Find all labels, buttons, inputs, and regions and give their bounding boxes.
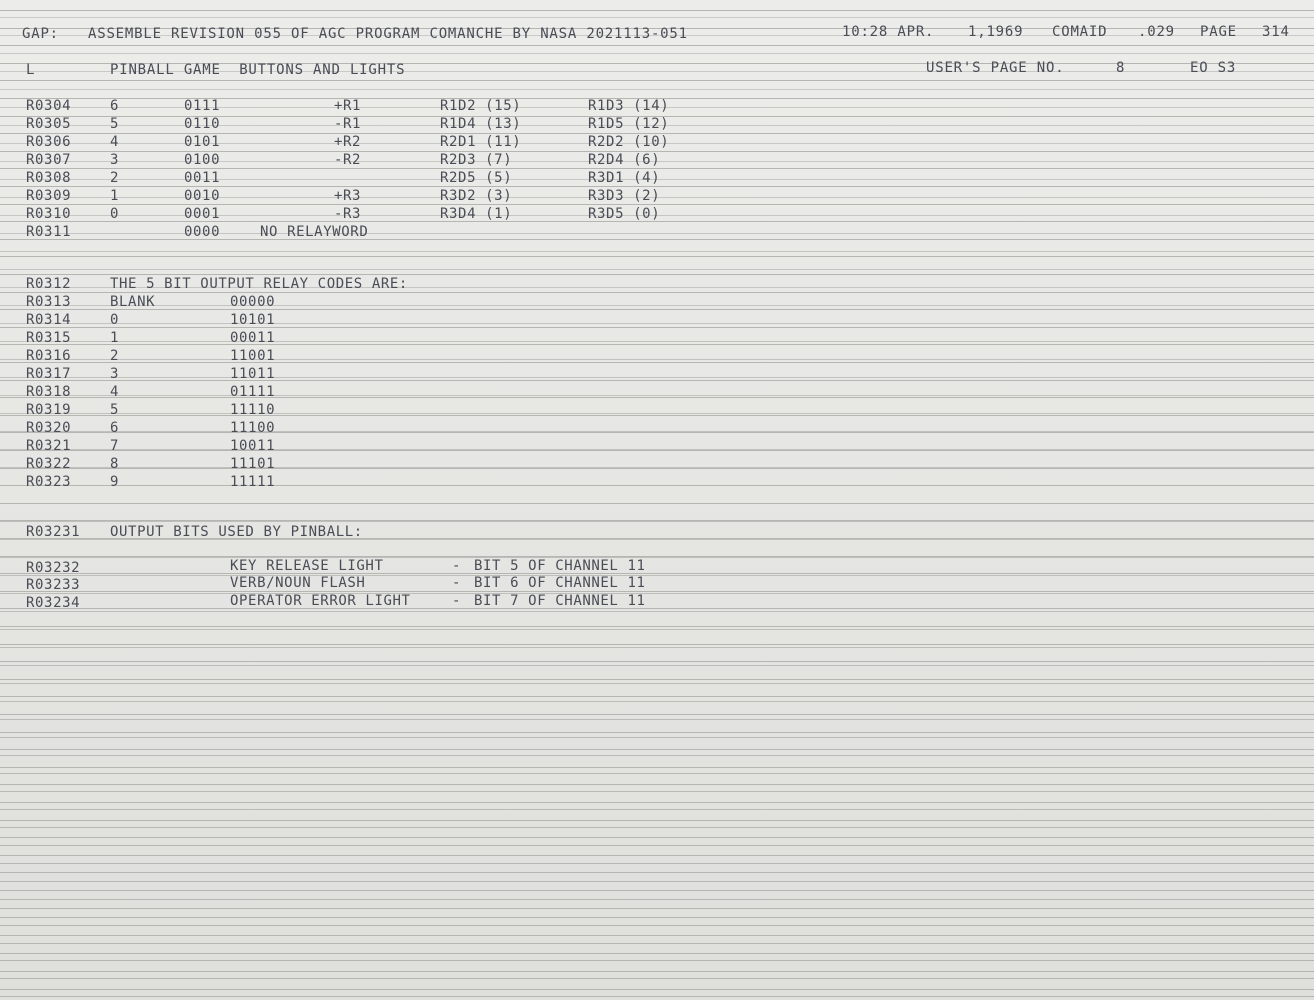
ruled-line (0, 837, 1314, 838)
ruled-line (0, 696, 1314, 697)
ruled-line (0, 767, 1314, 768)
digit-value: 4 (110, 134, 120, 150)
line-number: R0321 (26, 438, 72, 454)
ruled-line (0, 256, 1314, 257)
relay-bits: 0100 (184, 152, 221, 168)
ruled-line (0, 520, 1314, 521)
relay-sign: -R2 (334, 152, 362, 168)
ruled-line (0, 168, 1314, 169)
relay-bits: 0011 (184, 170, 221, 186)
print-time: 10:28 APR. (842, 24, 935, 40)
section-heading: OUTPUT BITS USED BY PINBALL: (110, 524, 363, 540)
line-number: R0317 (26, 366, 72, 382)
ruled-line (0, 485, 1314, 486)
code-label: 6 (110, 420, 120, 436)
line-number: R0306 (26, 134, 72, 150)
output-dash: - (452, 558, 462, 574)
code-bits: 11110 (230, 402, 276, 418)
run-code: .029 (1138, 24, 1175, 40)
relay-bits: 0101 (184, 134, 221, 150)
line-number: R0304 (26, 98, 72, 114)
relay-sign: +R3 (334, 188, 362, 204)
ruled-line (0, 732, 1314, 733)
relay-bits: 0110 (184, 116, 221, 132)
output-dash: - (452, 593, 462, 609)
line-number: R0305 (26, 116, 72, 132)
ruled-line (0, 784, 1314, 785)
code-label: 8 (110, 456, 120, 472)
ruled-line (0, 45, 1314, 46)
ruled-line (0, 644, 1314, 645)
relay-digit-a: R1D4 (13) (440, 116, 522, 132)
ruled-line (0, 503, 1314, 504)
ruled-line (0, 908, 1314, 909)
code-bits: 00000 (230, 294, 276, 310)
ruled-line (0, 309, 1314, 310)
ruled-line (0, 626, 1314, 627)
ruled-line (0, 344, 1314, 345)
line-number: R03234 (26, 595, 81, 611)
digit-value: 6 (110, 98, 120, 114)
relay-digit-b: R3D5 (0) (588, 206, 661, 222)
section-heading: THE 5 BIT OUTPUT RELAY CODES ARE: (110, 276, 408, 292)
relay-digit-a: R3D4 (1) (440, 206, 513, 222)
users-page-label: USER'S PAGE NO. (926, 60, 1065, 76)
line-number: R0323 (26, 474, 72, 490)
line-number: R0311 (26, 224, 72, 240)
ruled-line (0, 890, 1314, 891)
line-number: R0315 (26, 330, 72, 346)
relay-sign: -R3 (334, 206, 362, 222)
gap-label: GAP: (22, 26, 59, 42)
ruled-line (0, 573, 1314, 574)
line-number: R0309 (26, 188, 72, 204)
ruled-line (0, 925, 1314, 926)
line-number: R0307 (26, 152, 72, 168)
relay-digit-b: R2D2 (10) (588, 134, 670, 150)
line-number: R0308 (26, 170, 72, 186)
ruled-line (0, 608, 1314, 609)
relay-bits: 0001 (184, 206, 221, 222)
line-number: R03231 (26, 524, 81, 540)
relay-sign: +R1 (334, 98, 362, 114)
comaid-label: COMAID (1052, 24, 1108, 40)
ruled-line (0, 362, 1314, 363)
ruled-line (0, 292, 1314, 293)
ruled-line (0, 556, 1314, 557)
line-number: R0312 (26, 276, 72, 292)
code-bits: 10101 (230, 312, 276, 328)
code-label: 0 (110, 312, 120, 328)
users-page-number: 8 (1116, 60, 1126, 76)
ruled-line (0, 204, 1314, 205)
code-label: 2 (110, 348, 120, 364)
code-label: 4 (110, 384, 120, 400)
line-number: R0320 (26, 420, 72, 436)
relay-digit-a: R2D3 (7) (440, 152, 513, 168)
relay-digit-a: R1D2 (15) (440, 98, 522, 114)
ruled-line (0, 468, 1314, 469)
line-number: R0316 (26, 348, 72, 364)
relay-digit-a: R2D5 (5) (440, 170, 513, 186)
output-bit: BIT 7 OF CHANNEL 11 (474, 593, 646, 609)
ruled-line (0, 591, 1314, 592)
line-number: R0322 (26, 456, 72, 472)
assemble-title: ASSEMBLE REVISION 055 OF AGC PROGRAM COMANCHE BY NASA 2021113-051 (88, 26, 688, 42)
ruled-line (0, 80, 1314, 81)
ruled-line (0, 943, 1314, 944)
code-label: 5 (110, 402, 120, 418)
ruled-line (0, 978, 1314, 979)
relay-digit-a: R2D1 (11) (440, 134, 522, 150)
ruled-line (0, 749, 1314, 750)
code-bits: 11111 (230, 474, 276, 490)
page-number: 314 (1262, 24, 1290, 40)
code-label: 9 (110, 474, 120, 490)
ruled-line (0, 274, 1314, 275)
ruled-line (0, 872, 1314, 873)
ruled-line (0, 714, 1314, 715)
relay-sign: +R2 (334, 134, 362, 150)
ruled-line (0, 327, 1314, 328)
ruled-line (0, 802, 1314, 803)
line-number: R0314 (26, 312, 72, 328)
digit-value: 0 (110, 206, 120, 222)
code-bits: 11100 (230, 420, 276, 436)
relay-bits: 0010 (184, 188, 221, 204)
relay-digit-b: R3D3 (2) (588, 188, 661, 204)
ruled-line (0, 960, 1314, 961)
line-number: R0319 (26, 402, 72, 418)
code-label: 1 (110, 330, 120, 346)
relay-digit-b: R3D1 (4) (588, 170, 661, 186)
print-date: 1,1969 (968, 24, 1024, 40)
output-bit: BIT 5 OF CHANNEL 11 (474, 558, 646, 574)
digit-value: 5 (110, 116, 120, 132)
code-bits: 10011 (230, 438, 276, 454)
listing-type-label: L (26, 62, 36, 78)
relay-bits: 0111 (184, 98, 221, 114)
ruled-line (0, 432, 1314, 433)
output-description: VERB/NOUN FLASH (230, 575, 366, 591)
ruled-line (0, 661, 1314, 662)
output-description: OPERATOR ERROR LIGHT (230, 593, 411, 609)
page-title: PINBALL GAME BUTTONS AND LIGHTS (110, 62, 406, 78)
output-bit: BIT 6 OF CHANNEL 11 (474, 575, 646, 591)
ruled-line (0, 397, 1314, 398)
code-bits: 00011 (230, 330, 276, 346)
ruled-line (0, 186, 1314, 187)
ruled-line (0, 996, 1314, 997)
ruled-line (0, 450, 1314, 451)
code-label: 7 (110, 438, 120, 454)
ruled-line (0, 820, 1314, 821)
relay-note: NO RELAYWORD (260, 224, 369, 240)
relay-digit-b: R1D3 (14) (588, 98, 670, 114)
relay-bits: 0000 (184, 224, 221, 240)
relay-digit-b: R2D4 (6) (588, 152, 661, 168)
ruled-line (0, 380, 1314, 381)
page-label: PAGE (1200, 24, 1237, 40)
digit-value: 3 (110, 152, 120, 168)
code-bits: 11101 (230, 456, 276, 472)
ruled-line (0, 679, 1314, 680)
ruled-line (0, 10, 1314, 11)
output-description: KEY RELEASE LIGHT (230, 558, 384, 574)
relay-digit-a: R3D2 (3) (440, 188, 513, 204)
ruled-line (0, 855, 1314, 856)
line-number: R0313 (26, 294, 72, 310)
line-number: R0310 (26, 206, 72, 222)
code-label: BLANK (110, 294, 156, 310)
output-dash: - (452, 575, 462, 591)
code-label: 3 (110, 366, 120, 382)
code-bits: 11001 (230, 348, 276, 364)
code-bits: 11011 (230, 366, 276, 382)
relay-digit-b: R1D5 (12) (588, 116, 670, 132)
ruled-line (0, 415, 1314, 416)
code-bits: 01111 (230, 384, 276, 400)
digit-value: 2 (110, 170, 120, 186)
eo-code: EO S3 (1190, 60, 1237, 76)
line-number: R03232 (26, 560, 81, 576)
relay-sign: -R1 (334, 116, 362, 132)
line-number: R03233 (26, 577, 81, 593)
digit-value: 1 (110, 188, 120, 204)
line-number: R0318 (26, 384, 72, 400)
